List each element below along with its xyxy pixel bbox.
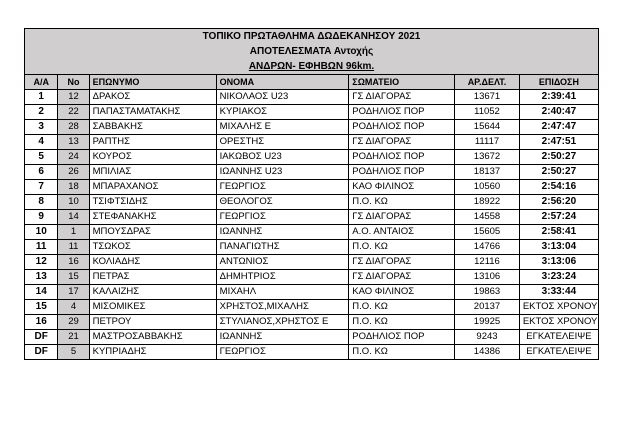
- cell-card: 12116: [455, 255, 520, 270]
- cell-surname: ΠΕΤΡΟΥ: [89, 315, 216, 330]
- cell-name: ΣΤΥΛΙΑΝΟΣ,ΧΡΗΣΤΟΣ Ε: [216, 315, 349, 330]
- cell-card: 11052: [455, 105, 520, 120]
- cell-time: 2:54:16: [519, 180, 598, 195]
- title-category: ΑΝΔΡΩΝ- ΕΦΗΒΩΝ 96km.: [25, 59, 599, 75]
- table-row: [25, 285, 599, 300]
- cell-time: ΕΓΚΑΤΕΛΕΙΨΕ: [519, 345, 598, 360]
- cell-card: 9243: [455, 330, 520, 345]
- cell-card: 20137: [455, 300, 520, 315]
- cell-surname: ΣΤΕΦΑΝΑΚΗΣ: [89, 210, 216, 225]
- cell-club: ΚΑΟ ΦΙΛΙΝΟΣ: [349, 285, 455, 300]
- cell-name: ΜΙΧΑΛΗΣ Ε: [216, 120, 349, 135]
- table-row: [25, 165, 599, 180]
- cell-rank: DF: [25, 330, 58, 345]
- cell-club: ΚΑΟ ΦΙΛΙΝΟΣ: [349, 180, 455, 195]
- cell-surname: ΜΠΟΥΣΔΡΑΣ: [89, 225, 216, 240]
- table-row: [25, 150, 599, 165]
- cell-time: 2:50:27: [519, 165, 598, 180]
- cell-time: 2:56:20: [519, 195, 598, 210]
- cell-card: 13106: [455, 270, 520, 285]
- table-row: [25, 255, 599, 270]
- cell-number: 15: [58, 270, 89, 285]
- cell-club: ΡΟΔΗΛΙΟΣ ΠΟΡ: [349, 165, 455, 180]
- cell-time: 3:33:44: [519, 285, 598, 300]
- cell-number: 4: [58, 300, 89, 315]
- table-row: [25, 195, 599, 210]
- cell-rank: 15: [25, 300, 58, 315]
- cell-rank: 7: [25, 180, 58, 195]
- cell-surname: ΚΑΛΑΙΖΗΣ: [89, 285, 216, 300]
- cell-surname: ΚΟΥΡΟΣ: [89, 150, 216, 165]
- cell-club: Π.Ο. ΚΩ: [349, 240, 455, 255]
- col-header-aa: Α/Α: [25, 75, 58, 90]
- cell-time: 2:39:41: [519, 90, 598, 105]
- cell-surname: ΜΠΙΛΙΑΣ: [89, 165, 216, 180]
- cell-time: 3:13:06: [519, 255, 598, 270]
- cell-number: 29: [58, 315, 89, 330]
- col-header-no: No: [58, 75, 89, 90]
- cell-card: 15644: [455, 120, 520, 135]
- cell-number: 21: [58, 330, 89, 345]
- cell-name: ΜΙΧΑΗΛ: [216, 285, 349, 300]
- cell-time: 2:57:24: [519, 210, 598, 225]
- cell-surname: ΤΣΩΚΟΣ: [89, 240, 216, 255]
- cell-number: 14: [58, 210, 89, 225]
- cell-surname: ΠΕΤΡΑΣ: [89, 270, 216, 285]
- table-row: [25, 300, 599, 315]
- cell-rank: 12: [25, 255, 58, 270]
- cell-number: 17: [58, 285, 89, 300]
- cell-surname: ΜΙΣΟΜΙΚΕΣ: [89, 300, 216, 315]
- cell-name: ΙΩΑΝΝΗΣ: [216, 225, 349, 240]
- cell-name: ΙΩΑΝΝΗΣ U23: [216, 165, 349, 180]
- cell-surname: ΠΑΠΑΣΤΑΜΑΤΑΚΗΣ: [89, 105, 216, 120]
- cell-rank: 3: [25, 120, 58, 135]
- cell-time: ΕΓΚΑΤΕΛΕΙΨΕ: [519, 330, 598, 345]
- cell-card: 11117: [455, 135, 520, 150]
- cell-club: Π.Ο. ΚΩ: [349, 195, 455, 210]
- table-row: [25, 105, 599, 120]
- cell-club: Π.Ο. ΚΩ: [349, 300, 455, 315]
- cell-card: 14558: [455, 210, 520, 225]
- cell-rank: 1: [25, 90, 58, 105]
- table-row: [25, 210, 599, 225]
- table-row: [25, 315, 599, 330]
- cell-rank: 10: [25, 225, 58, 240]
- cell-time: 2:50:27: [519, 150, 598, 165]
- cell-club: ΡΟΔΗΛΙΟΣ ΠΟΡ: [349, 105, 455, 120]
- cell-number: 10: [58, 195, 89, 210]
- cell-name: ΔΗΜΗΤΡΙΟΣ: [216, 270, 349, 285]
- cell-club: ΡΟΔΗΛΙΟΣ ΠΟΡ: [349, 150, 455, 165]
- col-header-name: ΟΝΟΜΑ: [216, 75, 349, 90]
- cell-number: 1: [58, 225, 89, 240]
- cell-rank: 6: [25, 165, 58, 180]
- cell-rank: 13: [25, 270, 58, 285]
- col-header-surname: ΕΠΩΝΥΜΟ: [89, 75, 216, 90]
- cell-number: 11: [58, 240, 89, 255]
- cell-name: ΓΕΩΡΓΙΟΣ: [216, 345, 349, 360]
- cell-time: 2:40:47: [519, 105, 598, 120]
- cell-surname: ΜΑΣΤΡΟΣΑΒΒΑΚΗΣ: [89, 330, 216, 345]
- cell-club: ΓΣ ΔΙΑΓΟΡΑΣ: [349, 270, 455, 285]
- cell-time: 2:47:47: [519, 120, 598, 135]
- cell-name: ΓΕΩΡΓΙΟΣ: [216, 180, 349, 195]
- cell-rank: 11: [25, 240, 58, 255]
- cell-rank: 14: [25, 285, 58, 300]
- cell-card: 10560: [455, 180, 520, 195]
- cell-rank: 16: [25, 315, 58, 330]
- col-header-club: ΣΩΜΑΤΕΙΟ: [349, 75, 455, 90]
- table-row: [25, 135, 599, 150]
- cell-name: ΙΑΚΩΒΟΣ U23: [216, 150, 349, 165]
- cell-rank: 8: [25, 195, 58, 210]
- title-results: ΑΠΟΤΕΛΕΣΜΑΤΑ Αντοχής: [25, 44, 599, 59]
- cell-name: ΚΥΡΙΑΚΟΣ: [216, 105, 349, 120]
- results-sheet: [24, 28, 599, 360]
- cell-club: Π.Ο. ΚΩ: [349, 315, 455, 330]
- cell-number: 13: [58, 135, 89, 150]
- cell-rank: 4: [25, 135, 58, 150]
- cell-time: ΕΚΤΟΣ ΧΡΟΝΟΥ: [519, 300, 598, 315]
- cell-card: 15605: [455, 225, 520, 240]
- table-row: [25, 345, 599, 360]
- cell-surname: ΣΑΒΒΑΚΗΣ: [89, 120, 216, 135]
- col-header-time: ΕΠΙΔΟΣΗ: [519, 75, 598, 90]
- table-row: [25, 240, 599, 255]
- cell-name: ΑΝΤΩΝΙΟΣ: [216, 255, 349, 270]
- cell-card: 14386: [455, 345, 520, 360]
- cell-time: 3:23:24: [519, 270, 598, 285]
- cell-number: 24: [58, 150, 89, 165]
- cell-number: 16: [58, 255, 89, 270]
- cell-number: 26: [58, 165, 89, 180]
- cell-number: 28: [58, 120, 89, 135]
- cell-time: 3:13:04: [519, 240, 598, 255]
- cell-club: ΡΟΔΗΛΙΟΣ ΠΟΡ: [349, 330, 455, 345]
- cell-surname: ΡΑΠΤΗΣ: [89, 135, 216, 150]
- cell-surname: ΚΥΠΡΙΑΔΗΣ: [89, 345, 216, 360]
- table-row: [25, 225, 599, 240]
- cell-card: 19863: [455, 285, 520, 300]
- results-table: [24, 28, 599, 360]
- column-header-row: [25, 75, 599, 90]
- cell-name: ΧΡΗΣΤΟΣ,ΜΙΧΑΛΗΣ: [216, 300, 349, 315]
- cell-card: 13671: [455, 90, 520, 105]
- cell-time: 2:58:41: [519, 225, 598, 240]
- cell-club: Α.Ο. ΑΝΤΑΙΟΣ: [349, 225, 455, 240]
- cell-number: 18: [58, 180, 89, 195]
- cell-time: ΕΚΤΟΣ ΧΡΟΝΟΥ: [519, 315, 598, 330]
- cell-name: ΟΡΕΣΤΗΣ: [216, 135, 349, 150]
- cell-club: ΓΣ ΔΙΑΓΟΡΑΣ: [349, 210, 455, 225]
- table-row: [25, 120, 599, 135]
- cell-card: 19925: [455, 315, 520, 330]
- cell-club: ΡΟΔΗΛΙΟΣ ΠΟΡ: [349, 120, 455, 135]
- cell-rank: 2: [25, 105, 58, 120]
- table-row: [25, 180, 599, 195]
- cell-time: 2:47:51: [519, 135, 598, 150]
- cell-number: 12: [58, 90, 89, 105]
- cell-club: ΓΣ ΔΙΑΓΟΡΑΣ: [349, 90, 455, 105]
- cell-name: ΓΕΩΡΓΙΟΣ: [216, 210, 349, 225]
- cell-card: 13672: [455, 150, 520, 165]
- cell-name: ΠΑΝΑΓΙΩΤΗΣ: [216, 240, 349, 255]
- cell-surname: ΔΡΑΚΟΣ: [89, 90, 216, 105]
- cell-number: 22: [58, 105, 89, 120]
- cell-club: ΓΣ ΔΙΑΓΟΡΑΣ: [349, 255, 455, 270]
- cell-surname: ΤΣΙΦΤΣΙΔΗΣ: [89, 195, 216, 210]
- cell-rank: DF: [25, 345, 58, 360]
- cell-rank: 5: [25, 150, 58, 165]
- col-header-card: ΑΡ.ΔΕΛΤ.: [455, 75, 520, 90]
- cell-card: 14766: [455, 240, 520, 255]
- table-row: [25, 90, 599, 105]
- cell-surname: ΚΟΛΙΑΔΗΣ: [89, 255, 216, 270]
- cell-card: 18137: [455, 165, 520, 180]
- cell-name: ΘΕΟΛΟΓΟΣ: [216, 195, 349, 210]
- table-row: [25, 270, 599, 285]
- cell-number: 5: [58, 345, 89, 360]
- cell-card: 18922: [455, 195, 520, 210]
- cell-club: ΓΣ ΔΙΑΓΟΡΑΣ: [349, 135, 455, 150]
- cell-club: Π.Ο. ΚΩ: [349, 345, 455, 360]
- cell-name: ΙΩΑΝΝΗΣ: [216, 330, 349, 345]
- cell-surname: ΜΠΑΡΑΧΑΝΟΣ: [89, 180, 216, 195]
- cell-name: ΝΙΚΟΛΑΟΣ U23: [216, 90, 349, 105]
- title-championship: ΤΟΠΙΚΟ ΠΡΩΤΑΘΛΗΜΑ ΔΩΔΕΚΑΝΗΣΟΥ 2021: [25, 29, 599, 45]
- table-row: [25, 330, 599, 345]
- cell-rank: 9: [25, 210, 58, 225]
